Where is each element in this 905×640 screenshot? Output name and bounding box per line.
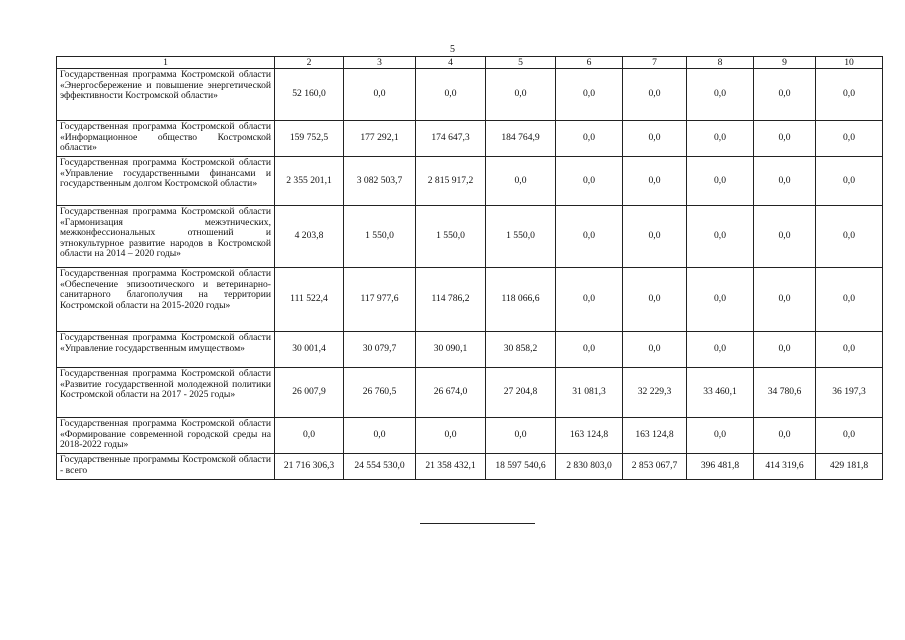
value-cell: 2 815 917,2: [416, 157, 486, 206]
column-header: 1: [57, 57, 275, 69]
value-cell: 111 522,4: [275, 268, 344, 332]
column-header: 4: [416, 57, 486, 69]
value-cell: 27 204,8: [486, 368, 556, 418]
value-cell: 0,0: [275, 418, 344, 454]
table-row: [57, 332, 883, 368]
value-cell: 26 007,9: [275, 368, 344, 418]
program-name-cell: Государственная программа Костромской области «Управление государственным имуществом»: [57, 332, 275, 368]
value-cell: 0,0: [556, 157, 623, 206]
value-cell: 163 124,8: [623, 418, 687, 454]
value-cell: 117 977,6: [344, 268, 416, 332]
value-cell: 177 292,1: [344, 121, 416, 157]
value-cell: 429 181,8: [816, 454, 883, 480]
value-cell: 2 853 067,7: [623, 454, 687, 480]
value-cell: 0,0: [754, 69, 816, 121]
value-cell: 0,0: [556, 69, 623, 121]
value-cell: 0,0: [754, 157, 816, 206]
value-cell: 114 786,2: [416, 268, 486, 332]
value-cell: 33 460,1: [687, 368, 754, 418]
column-header: 5: [486, 57, 556, 69]
column-header: 9: [754, 57, 816, 69]
value-cell: 0,0: [623, 332, 687, 368]
value-cell: 159 752,5: [275, 121, 344, 157]
value-cell: 24 554 530,0: [344, 454, 416, 480]
value-cell: 0,0: [416, 69, 486, 121]
value-cell: 30 079,7: [344, 332, 416, 368]
value-cell: 0,0: [816, 69, 883, 121]
value-cell: 26 674,0: [416, 368, 486, 418]
value-cell: 184 764,9: [486, 121, 556, 157]
value-cell: 3 082 503,7: [344, 157, 416, 206]
value-cell: 1 550,0: [416, 206, 486, 268]
value-cell: 0,0: [754, 121, 816, 157]
value-cell: 0,0: [344, 418, 416, 454]
program-name-cell: Государственная программа Костромской области «Обеспечение эпизоотического и ветеринарно-санитарного благополучия на территории Костромской области на 2015-2020 годы»: [57, 268, 275, 332]
value-cell: 30 858,2: [486, 332, 556, 368]
header-row: [57, 57, 883, 69]
value-cell: 0,0: [754, 418, 816, 454]
value-cell: 2 830 803,0: [556, 454, 623, 480]
column-header: 3: [344, 57, 416, 69]
budget-table: [56, 56, 883, 480]
value-cell: 0,0: [623, 206, 687, 268]
program-name-cell: Государственная программа Костромской области «Гармонизация межэтнических, межконфессиональных отношений и этнокультурное развитие народов в Костромской области на 2014 – 2020 годы»: [57, 206, 275, 268]
column-header: 7: [623, 57, 687, 69]
value-cell: 1 550,0: [486, 206, 556, 268]
table-row: [57, 69, 883, 121]
value-cell: 118 066,6: [486, 268, 556, 332]
value-cell: 21 716 306,3: [275, 454, 344, 480]
value-cell: 0,0: [623, 268, 687, 332]
value-cell: 0,0: [687, 268, 754, 332]
value-cell: 0,0: [556, 268, 623, 332]
value-cell: 0,0: [556, 206, 623, 268]
table-row: [57, 418, 883, 454]
value-cell: 0,0: [623, 157, 687, 206]
value-cell: 30 090,1: [416, 332, 486, 368]
value-cell: 4 203,8: [275, 206, 344, 268]
column-header: 6: [556, 57, 623, 69]
value-cell: 0,0: [754, 206, 816, 268]
value-cell: 0,0: [816, 268, 883, 332]
value-cell: 0,0: [687, 206, 754, 268]
program-name-cell: Государственная программа Костромской области «Энергосбережение и повышение энергетической эффективности Костромской области»: [57, 69, 275, 121]
table-row: [57, 368, 883, 418]
column-header: 8: [687, 57, 754, 69]
value-cell: 18 597 540,6: [486, 454, 556, 480]
program-name-cell: Государственная программа Костромской области «Информационное общество Костромской области»: [57, 121, 275, 157]
value-cell: 163 124,8: [556, 418, 623, 454]
value-cell: 396 481,8: [687, 454, 754, 480]
value-cell: 30 001,4: [275, 332, 344, 368]
value-cell: 34 780,6: [754, 368, 816, 418]
table-row: [57, 121, 883, 157]
value-cell: 414 319,6: [754, 454, 816, 480]
total-row: [57, 454, 883, 480]
table-row: [57, 268, 883, 332]
value-cell: 0,0: [416, 418, 486, 454]
program-name-cell: Государственная программа Костромской области «Формирование современной городской среды на 2018-2022 годы»: [57, 418, 275, 454]
closing-line: [420, 523, 535, 524]
value-cell: 0,0: [816, 157, 883, 206]
value-cell: 32 229,3: [623, 368, 687, 418]
value-cell: 0,0: [816, 121, 883, 157]
value-cell: 0,0: [556, 121, 623, 157]
value-cell: 0,0: [816, 418, 883, 454]
value-cell: 0,0: [486, 69, 556, 121]
value-cell: 26 760,5: [344, 368, 416, 418]
program-name-cell: Государственные программы Костромской области - всего: [57, 454, 275, 480]
page-number: 5: [450, 44, 455, 55]
value-cell: 0,0: [687, 69, 754, 121]
value-cell: 0,0: [623, 69, 687, 121]
program-name-cell: Государственная программа Костромской области «Развитие государственной молодежной политики Костромской области на 2017 - 2025 годы»: [57, 368, 275, 418]
value-cell: 0,0: [687, 157, 754, 206]
value-cell: 0,0: [754, 268, 816, 332]
value-cell: 0,0: [344, 69, 416, 121]
value-cell: 0,0: [687, 121, 754, 157]
value-cell: 0,0: [486, 418, 556, 454]
value-cell: 1 550,0: [344, 206, 416, 268]
value-cell: 174 647,3: [416, 121, 486, 157]
value-cell: 21 358 432,1: [416, 454, 486, 480]
value-cell: 0,0: [556, 332, 623, 368]
value-cell: 0,0: [687, 418, 754, 454]
value-cell: 0,0: [816, 332, 883, 368]
value-cell: 0,0: [623, 121, 687, 157]
value-cell: 52 160,0: [275, 69, 344, 121]
value-cell: 0,0: [687, 332, 754, 368]
column-header: 10: [816, 57, 883, 69]
value-cell: 0,0: [754, 332, 816, 368]
value-cell: 31 081,3: [556, 368, 623, 418]
column-header: 2: [275, 57, 344, 69]
table-row: [57, 206, 883, 268]
value-cell: 36 197,3: [816, 368, 883, 418]
value-cell: 2 355 201,1: [275, 157, 344, 206]
table-row: [57, 157, 883, 206]
program-name-cell: Государственная программа Костромской области «Управление государственными финансами и государственным долгом Костромской области»: [57, 157, 275, 206]
value-cell: 0,0: [816, 206, 883, 268]
value-cell: 0,0: [486, 157, 556, 206]
